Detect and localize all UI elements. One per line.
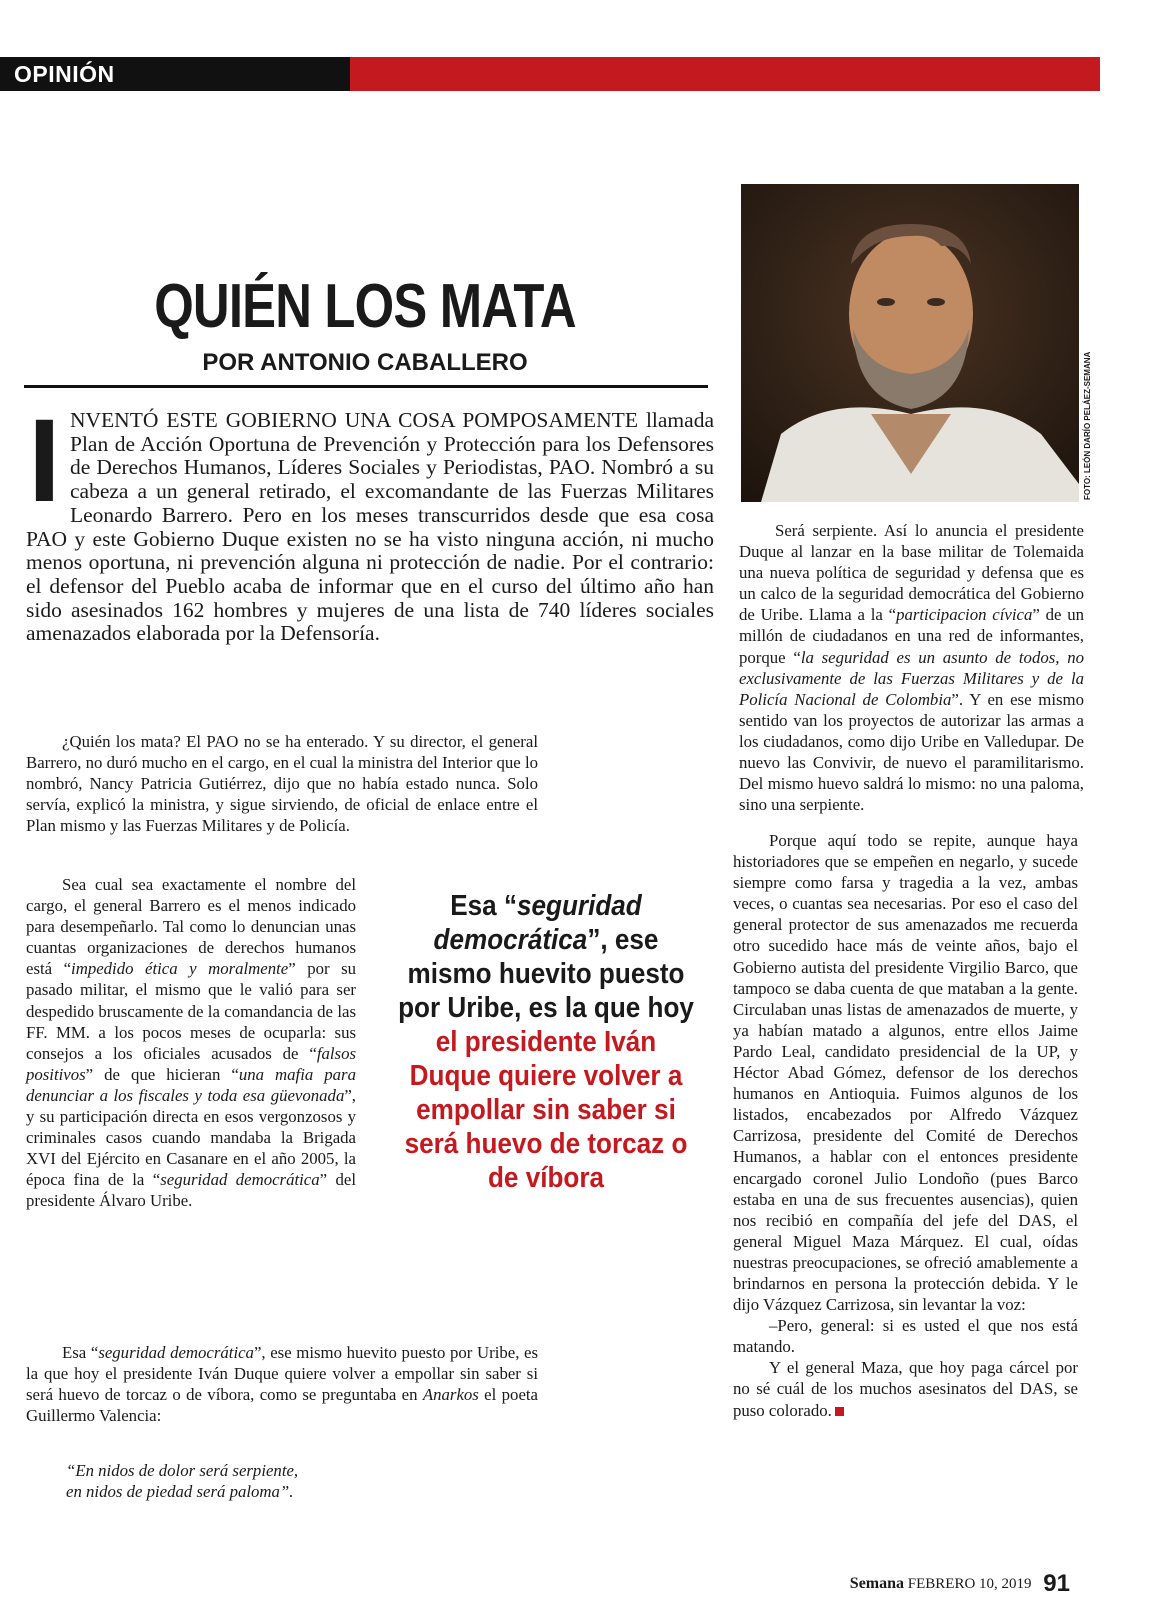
- lead-paragraph: [26, 395, 714, 646]
- photo-credit: FOTO: LEÓN DARÍO PELÁEZ-SEMANA: [1083, 351, 1092, 500]
- headline: QUIÉN LOS MATA: [154, 272, 576, 341]
- poem-quote: “En nidos de dolor será serpiente, en nidos de piedad será paloma”.: [66, 1461, 299, 1501]
- byline: POR ANTONIO CABALLERO: [202, 349, 528, 376]
- page-number: 91: [1043, 1570, 1070, 1597]
- author-photo: [741, 184, 1079, 502]
- end-mark: [835, 1407, 844, 1416]
- headline-rule: [24, 385, 708, 388]
- column-2-ending: Porque aquí todo se repite, aunque haya historiadores que se empeñen en negarlo, y sucede siempre como farsa y tragedia a la vez, ambas veces, o cuantas sea necesarias. Por eso el caso del general protector de sus amenazados me recuerda otro sucedido hace más de veinte años, bajo el Gobierno autista del presidente Virgilio Barco, que tampoco se daba cuenta de que mataban a la gente. Circulaban unas listas de amenazados de muerte, y ya habían matado a algunos, entre ellos Jaime Pardo Leal, candidato presidencial de la UP, y Héctor Abad Gómez, defensor de los derechos humanos en Antioquia. Fuimos algunos de los listados, encabezados por Alfredo Vázquez Carrizosa, presidente del Comité de Derechos Humanos, a hablar con el entonces presidente encargado coronel Julio Londoño (pues Barco estaba en una de sus frecuentes ausencias), quien nos recibió en compañía del jefe del DAS, el general Miguel Maza Márquez. El cual, oídas nuestras preocupaciones, se ofreció amablemente a brindarnos en persona la protección debida. Y le dijo Vázquez Carrizosa, sin levantar la voz: –Pero, general: si es usted el que nos está matando. Y el general Maza, que hoy paga cárcel por no sé cuál de los muchos asesinatos del DAS, se puso colorado.: [733, 831, 1078, 1420]
- pull-quote: Esa “seguridad democrática”, ese mismo huevito puesto por Uribe, es la que hoy el presidente Iván Duque quiere volver a empollar sin saber si será huevo de torcaz o de víbora: [398, 890, 694, 1194]
- column-1-paragraph-3: Esa “seguridad democrática”, ese mismo huevito puesto por Uribe, es la que hoy el presidente Iván Duque quiere volver a empollar sin saber si será huevo de torcaz o de víbora, como se preguntaba en Anarkos el poeta Guillermo Valencia:: [26, 1343, 539, 1426]
- section-bar-accent: [350, 57, 1100, 91]
- lead-text: NVENTÓ ESTE GOBIERNO UNA COSA POMPOSAMENTE llamada Plan de Acción Oportuna de Prevención y Protección para los Defensores de Derechos Humanos, Líderes Sociales y Periodistas, PAO. Nombró a su cabeza a un general retirado, el excomandante de las Fuerzas Militares Leonardo Barrero. Pero en los meses transcurridos desde que esa cosa PAO y este Gobierno Duque existen no se ha visto ninguna acción, ni mucho menos oportuna, ni prevención alguna ni protección de nadie. Por el contrario: el defensor del Pueblo acaba de informar que en el curso del último año han sido asesinados 162 hombres y mujeres de una lista de 740 líderes sociales amenazados elaborada por la Defensoría.: [26, 408, 714, 646]
- issue-date: FEBRERO 10, 2019: [907, 1576, 1032, 1592]
- column-1-paragraph-1: ¿Quién los mata? El PAO no se ha enterado. Y su director, el general Barrero, no duró mucho en el cargo, en el cual la ministra del Interior que lo nombró, Nancy Patricia Gutiérrez, dijo que no había estado nunca. Solo servía, explicó la ministra, y sigue sirviendo, de oficial de enlace entre el Plan mismo y las Fuerzas Militares y de Policía.: [26, 732, 538, 836]
- pull-quote-highlight: el presidente Iván Duque quiere volver a empollar sin saber si será huevo de torcaz o de víbora: [404, 1026, 688, 1194]
- magazine-name: Semana: [849, 1575, 905, 1592]
- column-2-paragraph-1: Será serpiente. Así lo anuncia el presidente Duque al lanzar en la base militar de Tolemaida una nueva política de seguridad y defensa que es un calco de la seguridad democrática del Gobierno de Uribe. Llama a la “participacion cívica” de un millón de ciudadanos en una red de informantes, porque “la seguridad es un asunto de todos, no exclusivamente de las Fuerzas Militares y de la Policía Nacional de Colombia”. Y en ese mismo sentido van los proyectos de autorizar las armas a los ciudadanos, como dijo Uribe en Valledupar. De nuevo las Convivir, de nuevo el paramilitarismo. Del mismo huevo saldrá lo mismo: no una paloma, sino una serpiente.: [739, 521, 1084, 815]
- column-1-paragraph-2: Sea cual sea exactamente el nombre del cargo, el general Barrero es el menos indicado para desempeñarlo. Tal como lo denuncian unas cuantas organizaciones de derechos humanos está “impedido ética y moralmente” por su pasado militar, el mismo que le valió para ser despedido bruscamente de la comandancia de las FF. MM. a los pocos meses de ocuparla: sus consejos a los oficiales acusados de “falsos positivos” de que hicieran “una mafia para denunciar a los fiscales y toda esa güevonada”, y su participación directa en esos vergonzosos y criminales casos cuando mandaba la Brigada XVI del Ejército en Casanare en el año 2005, la época fina de la “seguridad democrática” del presidente Álvaro Uribe.: [26, 875, 356, 1211]
- drop-cap: I: [28, 395, 61, 527]
- section-label: OPINIÓN: [14, 61, 115, 87]
- page-footer: [850, 1570, 1070, 1598]
